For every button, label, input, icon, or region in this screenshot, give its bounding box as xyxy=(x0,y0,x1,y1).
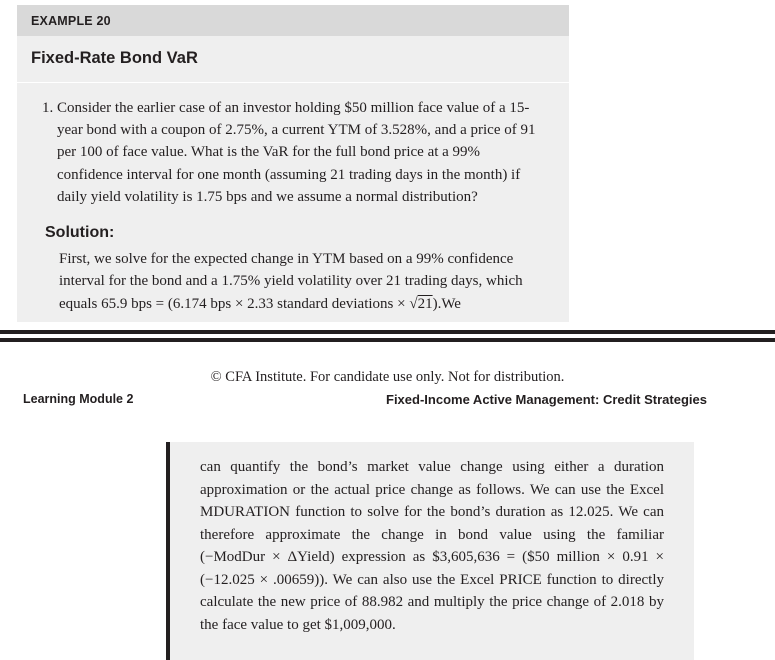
continued-text: can quantify the bond’s market value change using either a duration approximation or the actual price change as follows. We can use the Excel MDURATION function to solve for the bond’s duration as 12.025. We can therefore approximate the change in bond value using the familiar (−ModDur × ΔYield) expression as $3,605,636 = ($50 million × 0.91 × (−12.025 × .00659)). We can also use the Excel PRICE function to directly calculate the new price of 88.982 and multiply the price change of 2.018 by the face value to get $1,009,000. xyxy=(200,459,664,633)
solution-heading: Solution: xyxy=(45,223,115,241)
solution-text-part-1: First, we solve for the expected change in YTM based on a 99% confidence interval for the bond and a 1.75% yield volatility over 21 trading days, which equals 65.9 bps = (6.174 bps × 2.33 standard deviations × √ xyxy=(59,250,523,312)
bottom-page xyxy=(0,342,775,633)
example-body xyxy=(17,83,569,333)
example-title-band xyxy=(17,36,569,83)
example-title: Fixed-Rate Bond VaR xyxy=(31,49,198,67)
continued-example-box xyxy=(166,442,694,660)
running-head xyxy=(0,392,775,412)
copyright-notice: © CFA Institute. For candidate use only. Not for distribution. xyxy=(210,369,565,385)
running-head-left: Learning Module 2 xyxy=(23,392,134,406)
solution-body xyxy=(59,248,543,316)
solution-radicand: 21 xyxy=(417,295,433,312)
example-label: EXAMPLE 20 xyxy=(17,5,569,36)
solution-text-part-2: ).We xyxy=(432,295,461,312)
example-box xyxy=(17,5,569,333)
question-item xyxy=(57,97,549,208)
question-list xyxy=(31,97,549,208)
question-text: Consider the earlier case of an investor holding $50 million face value of a 15-year bond with a coupon of 2.75%, a current YTM of 3.528%, and a price of 91 per 100 of face value. What is the VaR for the full bond price at a 99% confidence interval for one month (assuming 21 trading days in the month) if daily yield volatility is 1.75 bps and we assume a normal distribution? xyxy=(57,100,536,205)
solution-paragraph xyxy=(59,248,543,316)
running-head-right: Fixed-Income Active Management: Credit Strategies xyxy=(386,392,707,407)
